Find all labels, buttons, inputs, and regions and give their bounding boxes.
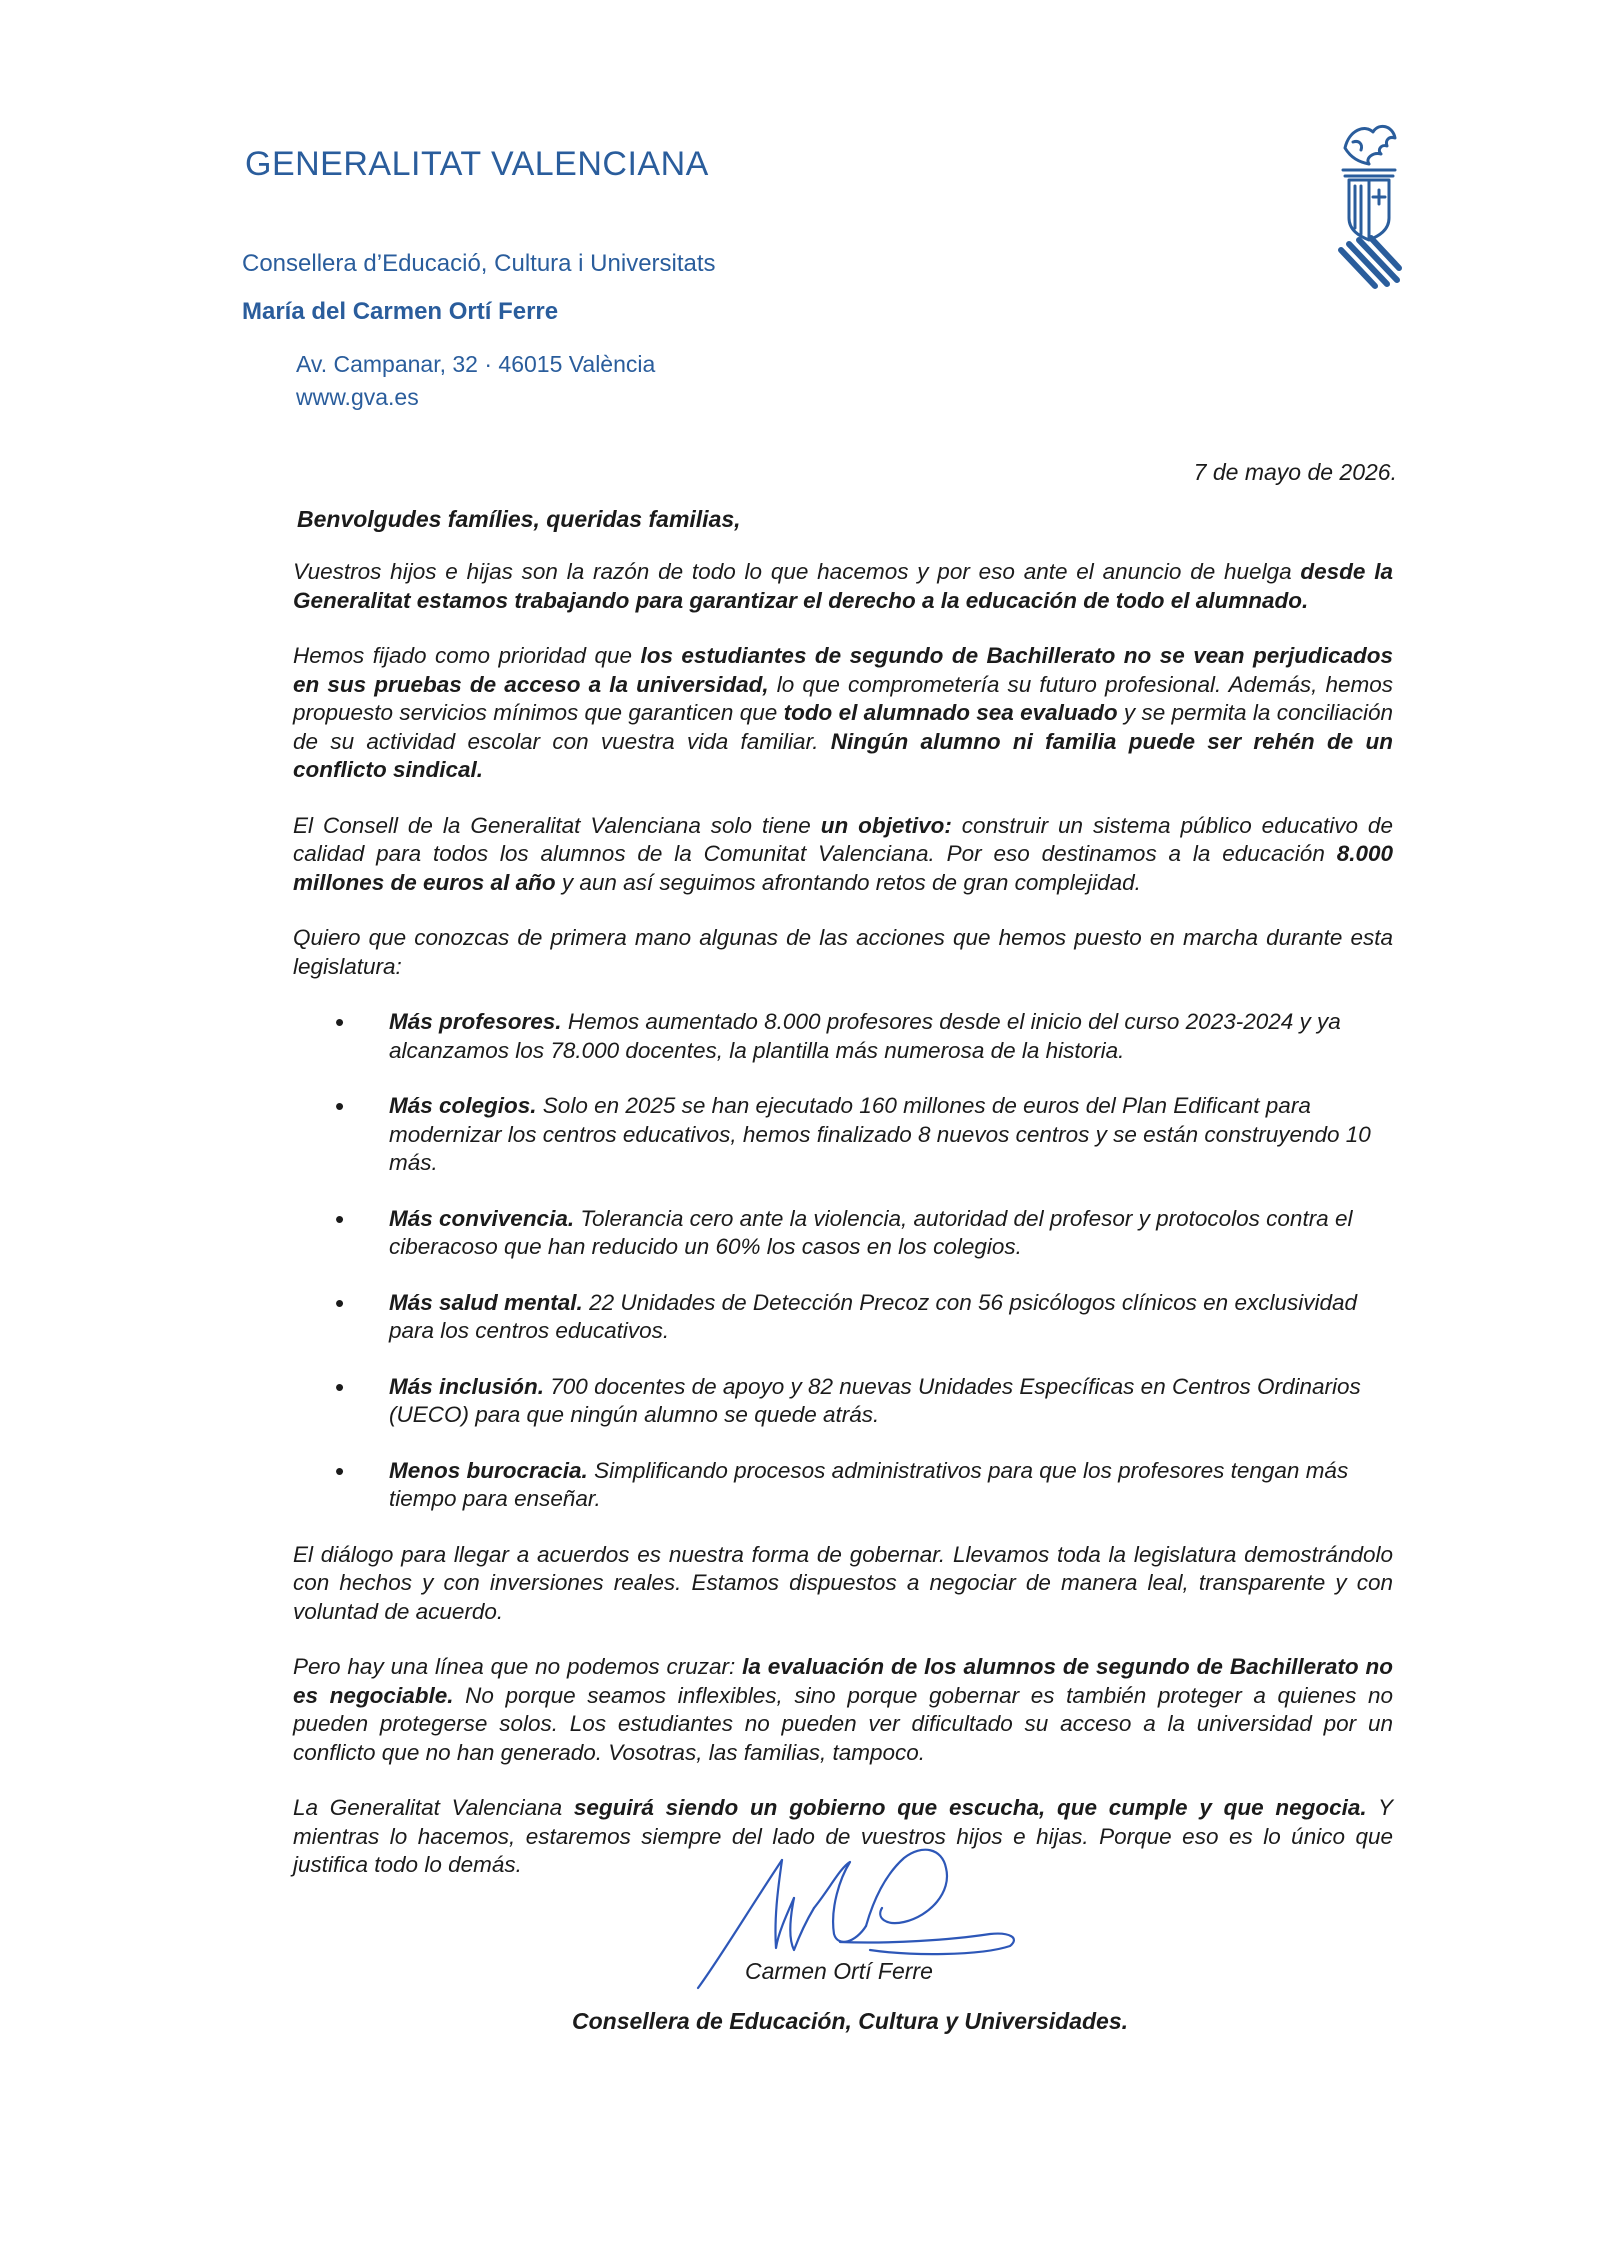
- paragraph-1: [293, 558, 1393, 615]
- p7-text-c: Y mientras lo hacemos, estaremos siempre del lado de vuestros hijos e hijas. Porque eso es lo único que justifica todo lo demás.: [293, 1795, 1394, 1877]
- p7-emphasis-b: seguirá siendo un gobierno que escucha, que cumple y que negocia.: [573, 1795, 1367, 1820]
- action-title: Más convivencia.: [389, 1205, 575, 1231]
- list-item: [389, 1373, 1393, 1430]
- list-item: [389, 1092, 1393, 1178]
- p6-text-a: Pero hay una línea que no podemos cruzar:: [293, 1654, 743, 1679]
- generalitat-crest-icon: [1335, 118, 1403, 298]
- p2-emphasis-f: Ningún alumno ni familia puede ser rehén de un conflicto sindical.: [293, 728, 1393, 782]
- paragraph-2: [293, 642, 1393, 785]
- action-text: Hemos aumentado 8.000 profesores desde el inicio del curso 2023-2024 y ya alcanzamos los 78.000 docentes, la plantilla más numerosa de la historia.: [389, 1009, 1341, 1063]
- signer-title: Consellera de Educación, Cultura y Universidades.: [572, 2008, 1129, 2034]
- paragraph-4: Quiero que conozcas de primera mano algunas de las acciones que hemos puesto en marcha durante esta legislatura:: [293, 925, 1393, 979]
- action-text: 700 docentes de apoyo y 82 nuevas Unidades Específicas en Centros Ordinarios (UECO) para que ningún alumno se quede atrás.: [389, 1373, 1361, 1427]
- letter-body: [293, 558, 1393, 1907]
- actions-list: [293, 1008, 1393, 1514]
- p6-emphasis-b: la evaluación de los alumnos de segundo de Bachillerato no es negociable.: [293, 1654, 1393, 1708]
- p2-emphasis-b: los estudiantes de segundo de Bachillerato no se vean perjudicados en sus pruebas de acceso a la universidad,: [293, 643, 1393, 697]
- p1-emphasis: desde la Generalitat estamos trabajando para garantizar el derecho a la educación de todo el alumnado.: [293, 559, 1393, 613]
- p6-text-c: No porque seamos inflexibles, sino porque gobernar es también proteger a quienes no pueden protegerse solos. Los estudiantes no pueden ver dificultado su acceso a la universidad por un conflicto que no han generado. Vosotras, las familias, tampoco.: [293, 1682, 1393, 1765]
- action-title: Más inclusión.: [389, 1373, 545, 1399]
- action-text: 22 Unidades de Detección Precoz con 56 psicólogos clínicos en exclusividad para los centros educativos.: [389, 1289, 1358, 1343]
- action-title: Más salud mental.: [389, 1289, 583, 1315]
- p1-text: Vuestros hijos e hijas son la razón de todo lo que hacemos y por eso ante el anuncio de huelga: [293, 559, 1301, 584]
- address-block: [296, 348, 655, 414]
- p3-text-c: construir un sistema público educativo de calidad para todos los alumnos de la Comunitat Valenciana. Por eso destinamos a la educación: [293, 812, 1393, 866]
- list-item: [389, 1205, 1393, 1262]
- greeting: Benvolgudes famílies, queridas familias,: [297, 506, 741, 532]
- p3-emphasis-b: un objetivo:: [820, 812, 952, 838]
- p2-emphasis-d: todo el alumnado sea evaluado: [783, 700, 1118, 725]
- minister-name: María del Carmen Ortí Ferre: [242, 298, 559, 325]
- p3-text-e: y aun así seguimos afrontando retos de gran complejidad.: [555, 869, 1141, 895]
- list-item: [389, 1008, 1393, 1065]
- action-title: Menos burocracia.: [389, 1457, 588, 1483]
- signer-name: Carmen Ortí Ferre: [745, 1958, 933, 1984]
- organization-name: GENERALITAT VALENCIANA: [245, 145, 709, 183]
- action-title: Más colegios.: [389, 1093, 537, 1118]
- paragraph-5: El diálogo para llegar a acuerdos es nuestra forma de gobernar. Llevamos toda la legislatura demostrándolo con hechos y con inversiones reales. Estamos dispuestos a negociar de manera leal, transparente y con voluntad de acuerdo.: [293, 1541, 1393, 1624]
- p2-text-e: y se permita la conciliación de su actividad escolar con vuestra vida familiar.: [293, 700, 1393, 754]
- p3-emphasis-d: 8.000 millones de euros al año: [293, 841, 1393, 895]
- p2-text-c: lo que comprometería su futuro profesional. Además, hemos propuesto servicios mínimos que garanticen que: [293, 671, 1393, 725]
- action-text: Solo en 2025 se han ejecutado 160 millones de euros del Plan Edificant para modernizar los centros educativos, hemos finalizado 8 nuevos centros y se están construyendo 10 más.: [389, 1093, 1371, 1175]
- paragraph-3: [293, 812, 1393, 898]
- department-name: Consellera d’Educació, Cultura i Universitats: [242, 250, 716, 277]
- p3-text-a: El Consell de la Generalitat Valenciana solo tiene: [293, 812, 821, 838]
- action-text: Simplificando procesos administrativos para que los profesores tengan más tiempo para enseñar.: [389, 1457, 1349, 1511]
- paragraph-6: [293, 1653, 1393, 1767]
- website-link[interactable]: www.gva.es: [296, 384, 419, 410]
- action-text: Tolerancia cero ante la violencia, autoridad del profesor y protocolos contra el ciberacoso que han reducido un 60% los casos en los colegios.: [389, 1205, 1353, 1259]
- street-address: Av. Campanar, 32 · 46015 València: [296, 351, 656, 377]
- action-title: Más profesores.: [389, 1009, 562, 1034]
- list-item: [389, 1457, 1393, 1514]
- list-item: [389, 1289, 1393, 1346]
- p7-text-a: La Generalitat Valenciana: [293, 1795, 574, 1820]
- p2-text-a: Hemos fijado como prioridad que: [293, 643, 641, 668]
- letter-date: 7 de mayo de 2026.: [1193, 459, 1397, 485]
